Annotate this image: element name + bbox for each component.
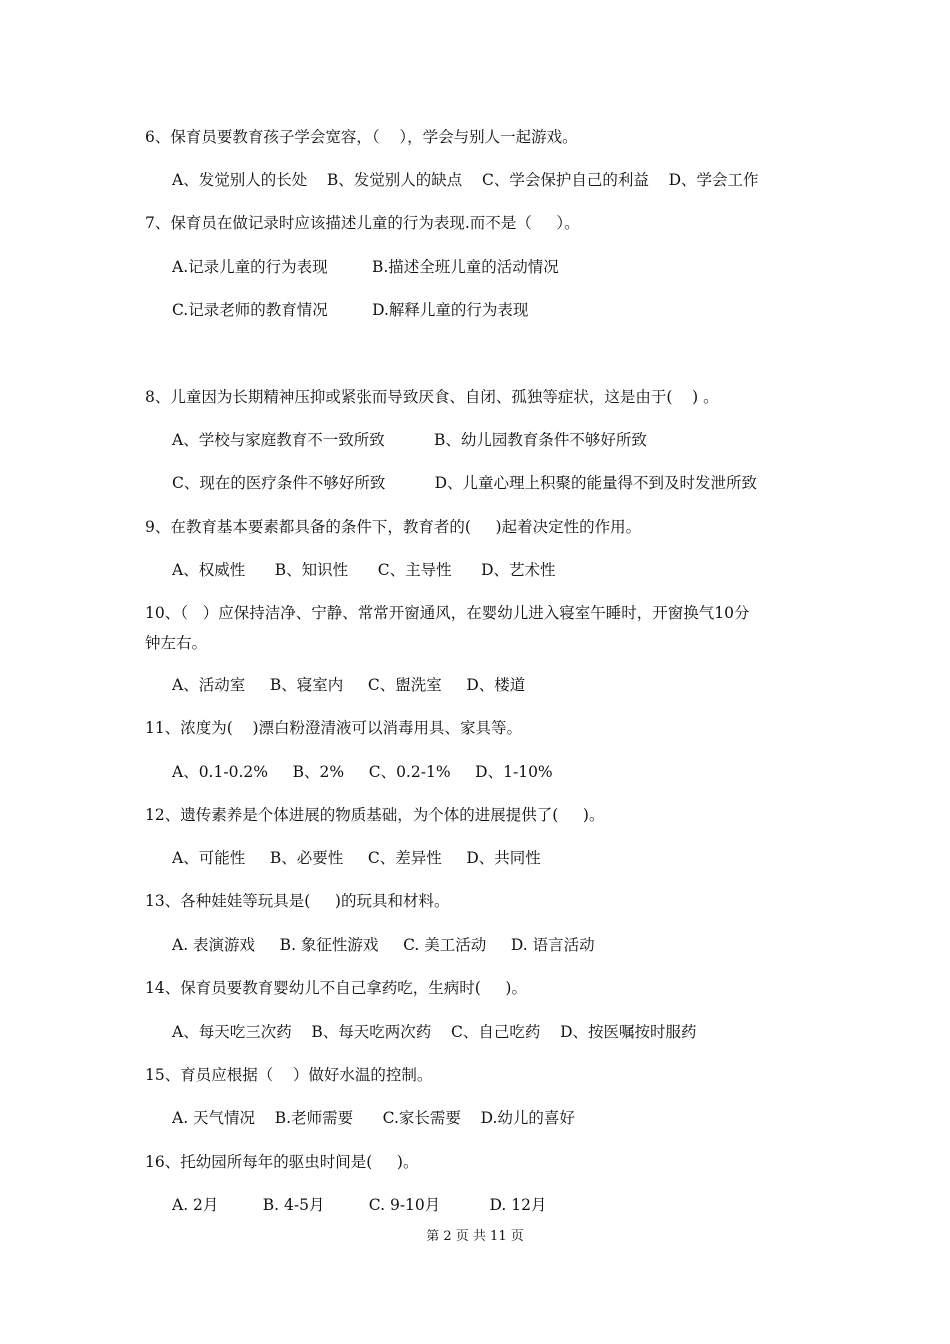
question-7-options-row-2: C.记录老师的教育情况 D.解释儿童的行为表现: [172, 301, 529, 319]
question-13-stem: 13、各种娃娃等玩具是( )的玩具和材料。: [145, 892, 450, 910]
question-15-options: A. 天气情况 B.老师需要 C.家长需要 D.幼儿的喜好: [172, 1109, 575, 1127]
question-9-stem: 9、在教育基本要素都具备的条件下，教育者的( )起着决定性的作用。: [145, 518, 642, 536]
question-7-stem: 7、保育员在做记录时应该描述儿童的行为表现.而不是（ ）。: [145, 214, 580, 232]
question-7-options-row-1: A.记录儿童的行为表现 B.描述全班儿童的活动情况: [172, 258, 559, 276]
question-8-options-row-2: C、现在的医疗条件不够好所致 D、儿童心理上积聚的能量得不到及时发泄所致: [172, 474, 758, 492]
question-10-stem-continued: 钟左右。: [145, 634, 208, 652]
question-6-options: A、发觉别人的长处 B、发觉别人的缺点 C、学会保护自己的利益 D、学会工作: [172, 171, 759, 189]
question-10-options: A、活动室 B、寝室内 C、盥洗室 D、楼道: [172, 676, 526, 694]
question-6-stem: 6、保育员要教育孩子学会宽容，（ ），学会与别人一起游戏。: [145, 128, 578, 146]
question-15-stem: 15、育员应根据（ ）做好水温的控制。: [145, 1066, 433, 1084]
question-11-stem: 11、浓度为( )漂白粉澄清液可以消毒用具、家具等。: [145, 719, 523, 737]
question-9-options: A、权威性 B、知识性 C、主导性 D、艺术性: [172, 561, 556, 579]
question-8-stem: 8、儿童因为长期精神压抑或紧张而导致厌食、自闭、孤独等症状，这是由于( ) 。: [145, 388, 719, 406]
question-10-stem: 10、（ ）应保持洁净、宁静、常常开窗通风，在婴幼儿进入寝室午睡时，开窗换气10分: [145, 604, 750, 622]
question-14-options: A、每天吃三次药 B、每天吃两次药 C、自己吃药 D、按医嘱按时服药: [172, 1023, 697, 1041]
question-8-options-row-1: A、学校与家庭教育不一致所致 B、幼儿园教育条件不够好所致: [172, 431, 647, 449]
page-number-footer: 第 2 页 共 11 页: [426, 1229, 524, 1244]
question-12-options: A、可能性 B、必要性 C、差异性 D、共同性: [172, 849, 541, 867]
question-13-options: A. 表演游戏 B. 象征性游戏 C. 美工活动 D. 语言活动: [172, 936, 595, 954]
question-16-stem: 16、托幼园所每年的驱虫时间是( )。: [145, 1153, 419, 1171]
question-16-options: A. 2月 B. 4-5月 C. 9-10月 D. 12月: [172, 1196, 547, 1214]
question-12-stem: 12、遗传素养是个体进展的物质基础，为个体的进展提供了( )。: [145, 806, 605, 824]
question-14-stem: 14、保育员要教育婴幼儿不自己拿药吃，生病时( )。: [145, 979, 527, 997]
question-11-options: A、0.1-0.2% B、2% C、0.2-1% D、1-10%: [172, 763, 553, 781]
